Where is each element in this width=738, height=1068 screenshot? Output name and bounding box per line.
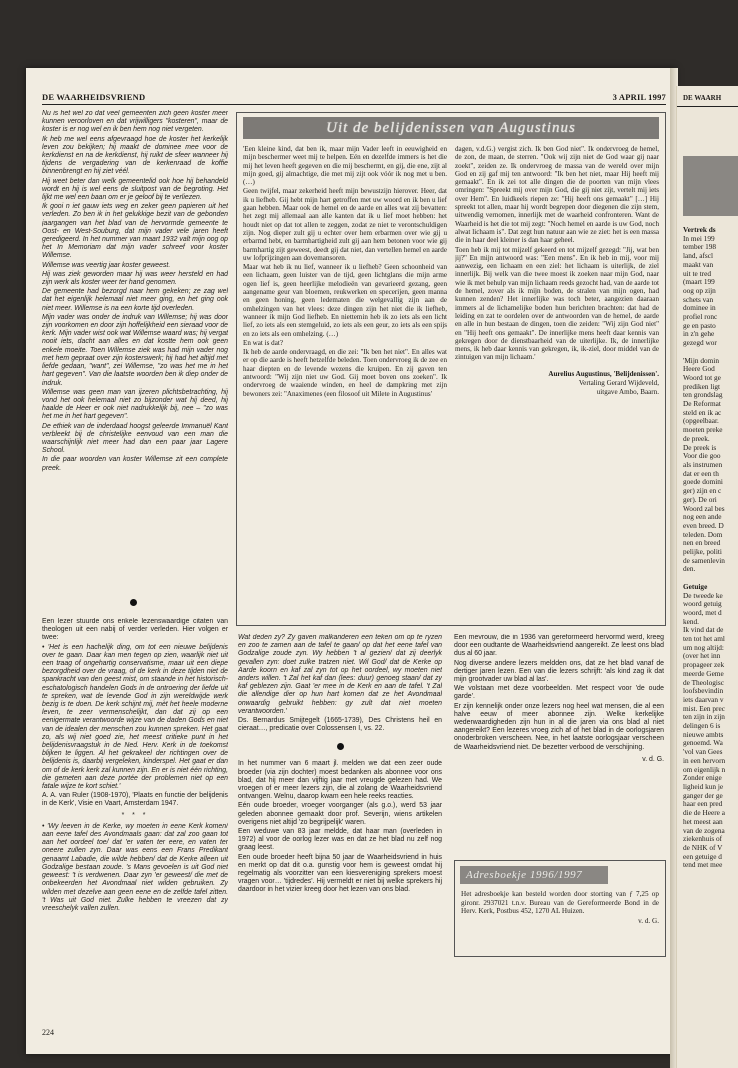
paragraph: Willemse was geen man van ijzeren plichtsbetrachting, hij vond het ook helemaal niet zo bijzonder wat hij deed, hij haalde de Heer er ook niet nadrukkelijk bij, nee – "zo was het me in het hart gegeven". [42,388,228,421]
quote-continued: Wat deden zy? Zy gaven malkanderen een teken om op te ryzen en zoo te zamen aan de tafel te gaan/ op dat het eene tafel van Godzalige zoude zyn. Wy hebben 't al gezien/ dat zij deerlyk gevallen zyn: doet zulke tratzen niet. Wil God/ dat de Kerke op Aarde koorn en kaf zal zyn tot op het oordeel, wy moeten niet anders willen. 't Zal het kaf dan (lees: duur) genoeg staan/ dat zy kaf geblezen zijn. Gaat 'er mee in de Kerk en aan de tafel. 't Zal die allendige dier op hun hart komen dat ze het Avondmaal onwaardig gebruikt hebben: gy zult dat niet moeten verantwoorden.' [238,634,442,715]
next-page-line: gezegd wor [683,338,717,348]
paragraph: Een lezer stuurde ons enkele lezenswaardige citaten van theologen uit een nabij of verder verleden. Hier volgen er twee: [42,618,228,642]
next-page-line: tend met mee [683,860,723,870]
next-page-line: een getuige d [683,851,722,861]
next-page-line: ten tot het aml [683,634,725,644]
running-header [42,92,666,105]
next-page-line: (opgeelbaar. [683,416,719,426]
next-page-line: tember 198 [683,242,717,252]
adresboekje-box [454,860,666,957]
paragraph: 'Een kleine kind, dat ben ik, maar mijn Vader leeft in eeuwigheid en mijn beschermer weet mij te helpen. Eén en dezelfde immers is het die mij het leven heeft gegeven en die mij beschermt, en gij, die ene, zijt al mijn goed, gij almachtige, die met mij zijt ook vóór ik nog met u ben. (…) [243,145,447,187]
citation: Ds. Bernardus Smijtegelt (1665-1739), Des Christens heil en cieraat…, predicatie over Colossensen I, vs. 22. [238,717,442,733]
paragraph: Eén oude broeder, vroeger voorganger (als g.o.), werd 53 jaar geleden abonnee gemaakt door prof. Severijn, wiens artikelen overigens niet altijd 'zo begrijpelijk' waren. [238,802,442,826]
paragraph: Een oude broeder heeft bijna 50 jaar de Waarheidsvriend in huis en merkt op dat dit o.a. gunstig voor hem is geweest omdat hij regelmatig als voorzitter van een kiesvereniging sprekers moest vragen voor… 'tijdredes'. Hij vermeldt er niet bij welke sprekers hij daardoor in het vizier kreeg door het lezen van ons blad. [238,853,442,894]
next-page-line: moeten preke [683,425,723,435]
section-divider-dot [337,743,344,750]
next-page-line: dominee in [683,303,716,313]
citaten-article [42,618,228,1023]
next-page-line: propageer zek [683,660,725,670]
lezers-article-1 [238,634,442,1024]
paragraph: Maar wat heb ik nu lief, wanneer ik u liefheb? Geen schoonheid van een lichaam, geen luister van de tijd, geen lichtglans die mijn arme ogen lief is, geen heerlijke melodieën van gevarieerd gezang, geen aangename geur van bloemen, reukwerken en specerijen, geen manna en geen honing, geen ledematen die welgevallig zijn aan de omhelzingen van het vlees: deze dingen zijn het niet die ik liefheb, wanneer ik mijn God liefheb. En niettemin heb ik zo iets als een licht lief, zo iets als een stemgeluid, zo iets als een geur, zo iets als een spijs en zo iets als een omhelzing. (…) [243,263,447,338]
paragraph: Ik heb de aarde ondervraagd, en die zei: "Ik ben het niet". En alles wat er op die aarde is heeft hetzelfde beleden. Toen ondervroeg ik de zee en haar diepten en de levende wezens die kruipen. En zij gaven ten antwoord: "Wij zijn niet uw God. Gij moet boven ons zoeken". Ik ondervroeg de waaiende winden, en heel de dampkring met zijn bewoners zei: "Anaximenes (een filosoof uit Milete in Augustinus' [243,348,447,398]
section-divider-dot [130,599,137,606]
next-page-line: het meest aan [683,816,723,826]
next-page-line: maakt van [683,259,714,269]
next-page-line: de Theologisc [683,677,725,687]
augustinus-col-1 [243,145,447,621]
next-page-lines [683,235,738,870]
next-page-line: Heere God [683,364,715,374]
paragraph: We volstaan met deze voorbeelden. Met respect voor 'de oude garde'. [454,685,664,701]
next-page-line: meerde Geme [683,668,724,678]
next-page-line: woord getuig [683,599,722,609]
issue-date: 3 APRIL 1997 [612,92,666,102]
paragraph: Het adresboekje kan besteld worden door storting van ƒ 7,25 op gironr. 2937021 t.n.v. Bureau van de Gereformeerde Bond in de Herv. Kerk, Postbus 452, 1270 AL Huizen. [461,890,659,916]
next-page-line: teleden. Dom [683,529,723,539]
paragraph: In het nummer van 6 maart jl. melden we dat een zeer oude broeder (via zijn dochter) moest bedanken als abonnee voor ons blad, dat hij meer dan vijftig jaar met vreugde gelezen had. We vroegen of er meer lezers zijn, die al zolang de Waarheidsvriend ontvangen. Welnu, daarop kwam een hele reeks reacties. [238,760,442,801]
next-page-line: in z'n gehe [683,329,715,339]
next-page-line: uit te tred [683,268,711,278]
next-page-line: loofsbevindin [683,686,724,696]
paragraph: Een weduwe van 83 jaar meldde, dat haar man (overleden in 1972) al voor de oorlog lezer was en dat ze het blad nu zelf nog graag leest. [238,828,442,852]
signature-publisher: uitgave Ambo, Baarn. [596,388,659,397]
paragraph: En wat is dat? [243,338,283,347]
next-page-line: De tweede ke [683,590,723,600]
paragraph: Nog diverse andere lezers meldden ons, dat ze het blad vanaf de dertiger jaren lezen. Een van die lezers schrijft: 'als kind zag ik dat mijn grootvader uw blad al las'. [454,659,664,684]
next-page-line: die de Heere a [683,808,725,818]
next-page-line: um nog altijd: [683,642,724,652]
next-page-line: als instrumen [683,459,723,469]
next-page-line: de samenlevin [683,555,725,565]
next-page-line: mist. Een prec [683,703,725,713]
author-initials: v. d. G. [638,916,659,925]
signature-author: Aurelius Augustinus, 'Belijdenissen'. [548,369,659,378]
paragraph: Mijn vader was onder de indruk van Willemse; hij was door zijn voorkomen en door zijn hoffelijkheid een sieraad voor de kerk. Mijn vader wist ook wat Willemse waard was; hij vergat nooit iets, dacht aan alles en dat kostte hem ook geen enkele moeite. Toen Willemse ziek was had mijn vader nog met hem gepraat over zijn kosterswerk; hij had het altijd met liefde gedaan, "want", zei Willemse, "zo was het me in het hart gegeven". Van die laatste woorden ben ik diep onder de indruk. [42,313,228,387]
paragraph: Hij was ziek geworden maar hij was weer hersteld en had zijn werk als koster weer ter hand genomen. [42,270,228,287]
next-page-line: ligheid kun je [683,782,724,791]
next-page-line: ge en pasto [683,320,716,330]
paragraph: Ik heb me wel eens afgevraagd hoe de koster het kerkelijk leven zou bekijken; hij maakt de dominee mee voor de kerkdienst en na de kerkdienst, hij ruikt de sfeer wanneer hij tijdens de vergadering van de kerkenraad de koffie binnenbrengt en hij ziet véél. [42,135,228,176]
next-page-line: nen en breed [683,538,721,548]
next-page-line: prediken ligt [683,381,721,391]
next-page-line: iets daarvan v [683,694,724,704]
paragraph: Nu is het wel zo dat veel gemeenten zich geen koster meer kunnen veroorloven en dat vrijwilligers "kosteren", maar de koster is er nog wel en ik ben hem nog niet vergeten. [42,110,228,134]
next-page-line: De Reformat [683,399,721,409]
next-page-line: delingen 6 is [683,721,721,731]
next-page-line: dat er een th [683,468,719,478]
paragraph: In die paar woorden van koster Willemse zit een complete preek. [42,456,228,472]
next-page-line: nieuwe ambts [683,729,724,739]
next-page-line: De preek is [683,442,717,452]
banner-title: Uit de belijdenissen van Augustinus [326,120,576,136]
next-page-line: ger) zijn en c [683,486,722,496]
paragraph: De ethiek van de inderdaad hoogst geleerde Immanuël Kant verbleekt bij de christelijke eenvoud van een man die waarschijnlijk niet meer had dan een paar jaar Lagere School. [42,422,228,455]
paragraph: Er zijn kennelijk onder onze lezers nog heel wat mensen, die al een halve eeuw of meer abonnee zijn. Welke kerkelijke wederwaardigheden zijn hun in al die jaren via ons blad al niet aangereikt? Een lezeres vroeg zich af of het blad in de oorlogsjaren onoderbroken verscheen. Nee, in het laatste oorlogsjaar verscheen de Waarheidsvriend niet. De bezetter verbood de verschijning. [454,702,664,751]
paragraph: Toen heb ik mij tot mijzelf gekeerd en tot mijzelf gezegd: "Jij, wat ben jij?" En mijn antwoord was: "Een mens". En ik heb in mij, voor mij aanwezig, een lichaam en een ziel: het lichaam is uiterlijk, de ziel innerlijk. Bij welk van die twee moest ik zoeken naar mijn God, naar wie ik met behulp van mijn lichaam reeds gezocht had, van de aarde tot de hemel, zover als ik mijn boden, de stralen van mijn ogen, had kunnen zenden? Het innerlijke was toch beter, aangezien daaraan immers al de lichamelijke boden hun berichten brachten: dat had de leiding en zat te oordelen over de antwoorden van de hemel, de aarde en alle in hun bestaan de dingen, toen die zeiden: "Wij zijn God niet" en "Hij heeft ons gemaakt". De innerlijke mens heeft daar kennis van gekregen door de dienstbaarheid van de uiterlijke. Ik, de innerlijke mens, ik heb daar kennis van gekregen, ik, ik-ziel, door middel van de zintuigen van mijn lichaam.' [455,245,659,362]
adresboekje-text [461,890,659,926]
next-page-line: pelijke, politi [683,547,722,557]
next-page-edge [676,86,738,1068]
next-page-line: om eigenlijk n [683,764,726,774]
next-page-title: Vertrek ds [683,225,716,234]
next-page-line: Zonder enige [683,773,722,783]
next-page-line: Woord tot ge [683,372,721,382]
next-page-line: even breed. D [683,520,724,530]
next-page-line: ger). De ori [683,494,717,504]
paragraph: Geen twijfel, maar zekerheid heeft mijn bewustzijn hierover. Heer, dat ik u liefheb. Gij hebt mijn hart getroffen met uw woord en ik ben u lief gaan hebben. Maar ook de hemel en de aarde en alles wat zij bevatten: het zegt mij allemaal aan alle kanten dat ik u lief moet hebben: het houdt niet op dat tot allen te zeggen, zodat ze niet te verontschuldigen zijn. Nog dieper zult gij u echter over hem erbarmen over wie gij u erbarmd hebt, en barmhartigheid zult gij aan hem betonen voor wie gij barmhartig zijt geweest, deedt gij dat niet, dan vertellen hemel en aarde uw lofprijzingen aan dovemansoren. [243,187,447,262]
paragraph: Ik gooi n iet gauw iets weg en zeker geen papieren uit het verleden. Zo ben ik in het gelukkige bezit van de gebonden jaargangen van het blad van de hervormde gemeente te Oost- en West-Souburg, dat mijn vader vele jaren heeft geredigeerd. In het nummer van maart 1932 valt mijn oog op het In Memoriam dat mijn vader schreef voor koster Willemse. [42,203,228,260]
next-page-line: schets van [683,294,714,304]
next-page-line: Voor die goo [683,451,721,461]
next-page-header: DE WAARH [683,94,722,102]
paragraph: Hij weet beter dan welk gemeentelid ook hoe hij behandeld wordt en hij is wel eens de sluitpost van de begroting. Het lijkt me wel een baan om er je geloof bij te verliezen. [42,177,228,202]
paragraph: Willemse was veertig jaar koster geweest. [42,261,171,269]
next-page-banner [683,156,738,216]
next-page-line: land, afscl [683,251,713,261]
next-page-line: kend. [683,616,700,626]
next-page-line: profiel ronc [683,312,718,322]
next-page-line: ziekenhuis of [683,834,723,844]
augustinus-box [236,112,666,626]
quote: • 'Het is een hachelijk ding, om tot een nieuwe belijdenis over te gaan. Daar kan men tegen op zien, waarlijk niet uit een traag of ongehartig conservatisme, maar uit een diepe bezorgdheid over de vraag, of de kerk in deze tijden niet de spankracht van den geest mist, om staande in het historisch-eschatologisch handelen Gods in de ontroering der liefde uit te spreken, wat de levende God in zijn wereldwijde werk bezig is te doen. De kerk schijnt mij, mèt het heele moderne leven, te zeer vermenschelijkt, dan dat zij op een eenigermate verantwoorde wijze van de daden Gods en niet van de idealen der menschen zou kunnen spreken. Het gaat zo, als wij niet goed zie, het meest critieke punt in het belijdenisvraagstuk in de Ned. Herv. Kerk in de toekomst blijken te liggen. Al het gekrakeel der richtingen over de belijdenis is, daarbij vergeleken, kinderspel. Het gaat er dan om of de kerk kerk zal kunnen zijn. En er is niet één richting, die gemeten aan deze portée der problemen niet op een fatale wijze te kort schiet.' [42,643,228,791]
next-page-line: In mei 199 [683,233,715,243]
next-page-line: ten zijn in zijn [683,712,725,722]
next-page-line: den. [683,564,696,574]
next-page-line: ten grondslag [683,390,723,400]
next-page-line: de preek. [683,433,710,443]
augustinus-col-2 [455,145,659,621]
koster-article [42,110,228,595]
next-page-line: 'Mijn domin [683,355,719,365]
next-page-line: oog op zijn [683,285,716,295]
next-page-line: Woord zal bes [683,503,725,513]
next-page-line: Getuige [683,581,708,591]
quote: • 'Wy leeven in de Kerke, wy moeten in eene Kerk komen/ aan eene tafel des Avondmaals gaan: dat zal zoo gaan tot aan het oordeel toe/ dat 'er vaten ter eere, en vaten ter oneere zullen zyn. Daar was eens een Frans Predikant genaamt Labadie, die wilde hebben/ dat de Kerke alleen uit Godzalige bestaan zoude. 's Mans gevoelen is uit God niet geweest: 't is verdwenen. Daar zyn 'er geweest/ die met de onbekeerden het Avondmaal niet wilden gebruiken. Zy wilden met dezelve aan geen eene en de zelfde tafel zitten. 't Was uit God niet. Zulke hebben te vreezen dat zy vreeschelyk vallen zullen. [42,822,228,912]
masthead-title: DE WAARHEIDSVRIEND [42,92,146,102]
next-page-line: genoemd. Wa [683,738,723,748]
signature-translation: Vertaling Gerard Wijdeveld, [578,379,659,388]
next-page-line: van de zogena [683,825,725,835]
next-page-line: in een hervorn [683,755,726,765]
paragraph: De gemeente had bezorgd naar hem gekeken; ze zag wel dat het eigenlijk helemaal niet meer ging, en het ging ook niet meer. Willemse is na een korte tijd overleden. [42,288,228,312]
paragraph: dagen, v.d.G.) vergist zich. Ik ben God niet". Ik ondervroeg de hemel, de zon, de maan, de sterren. "Ook wij zijn niet de God waar gij naar zoekt", zeiden ze. Ik ondervroeg de massa van de wereld over mijn God en zij gaf mij ten antwoord: "Ik ben het niet, maar Hij heeft mij gemaakt". En ik zei tot alle dingen die de poorten van mijn vlees omringen: "Spreekt mij over mijn God, die gij niet zijt, vertelt mij iets over Hem". En luidkeels riepen ze: "Hij heeft ons gemaakt" […] Hij spreekt tot allen, maar hij wordt begrepen door diegenen die zijn stem, uitwendig vernomen, innerlijk met de waarheid confronteren. Want de Waarheid is het die tot mij zegt: "Noch hemel en aarde is uw God, noch alwat lichaam is". Dat zegt hun natuur aan wie ze ziet: het is een massa die in haar deel kleiner is dan haar geheel. [455,145,659,245]
citation: A. A. van Ruler (1908-1970), 'Plaats en functie der belijdenis in de Kerk', Visie en Vaart, Amsterdam 1947. [42,792,228,808]
section-stars: * * * [121,811,149,819]
augustinus-banner [243,117,659,139]
newspaper-page [26,68,676,1054]
next-page-line: haar een pred [683,799,723,809]
next-page-line: (maart 199 [683,277,715,287]
adresboekje-banner: Adresboekje 1996/1997 [460,866,608,884]
next-page-line: 'vol van Gees [683,747,723,757]
page-number: 224 [42,1028,54,1037]
next-page-line: goede domini [683,477,723,487]
next-page-line: Ik vind dat de [683,625,724,635]
next-page-line: ganger der ge [683,790,723,800]
author-initials: v. d. G. [642,755,664,763]
next-page-line: de NHK of V [683,842,723,852]
next-page-line: steld en ik ac [683,407,722,417]
header-rule [677,106,738,107]
next-page-line: woord, met d [683,607,722,617]
paragraph: Een mevrouw, die in 1936 van gereformeerd hervormd werd, kreeg door een oudtante de Waarheidsvriend aangereikt. Ze leest ons blad dus al 60 jaar. [454,634,664,658]
next-page-line: nog een ande [683,512,722,522]
next-page-text [683,226,738,870]
lezers-article-2 [454,634,664,849]
next-page-line: (over het inn [683,651,721,661]
